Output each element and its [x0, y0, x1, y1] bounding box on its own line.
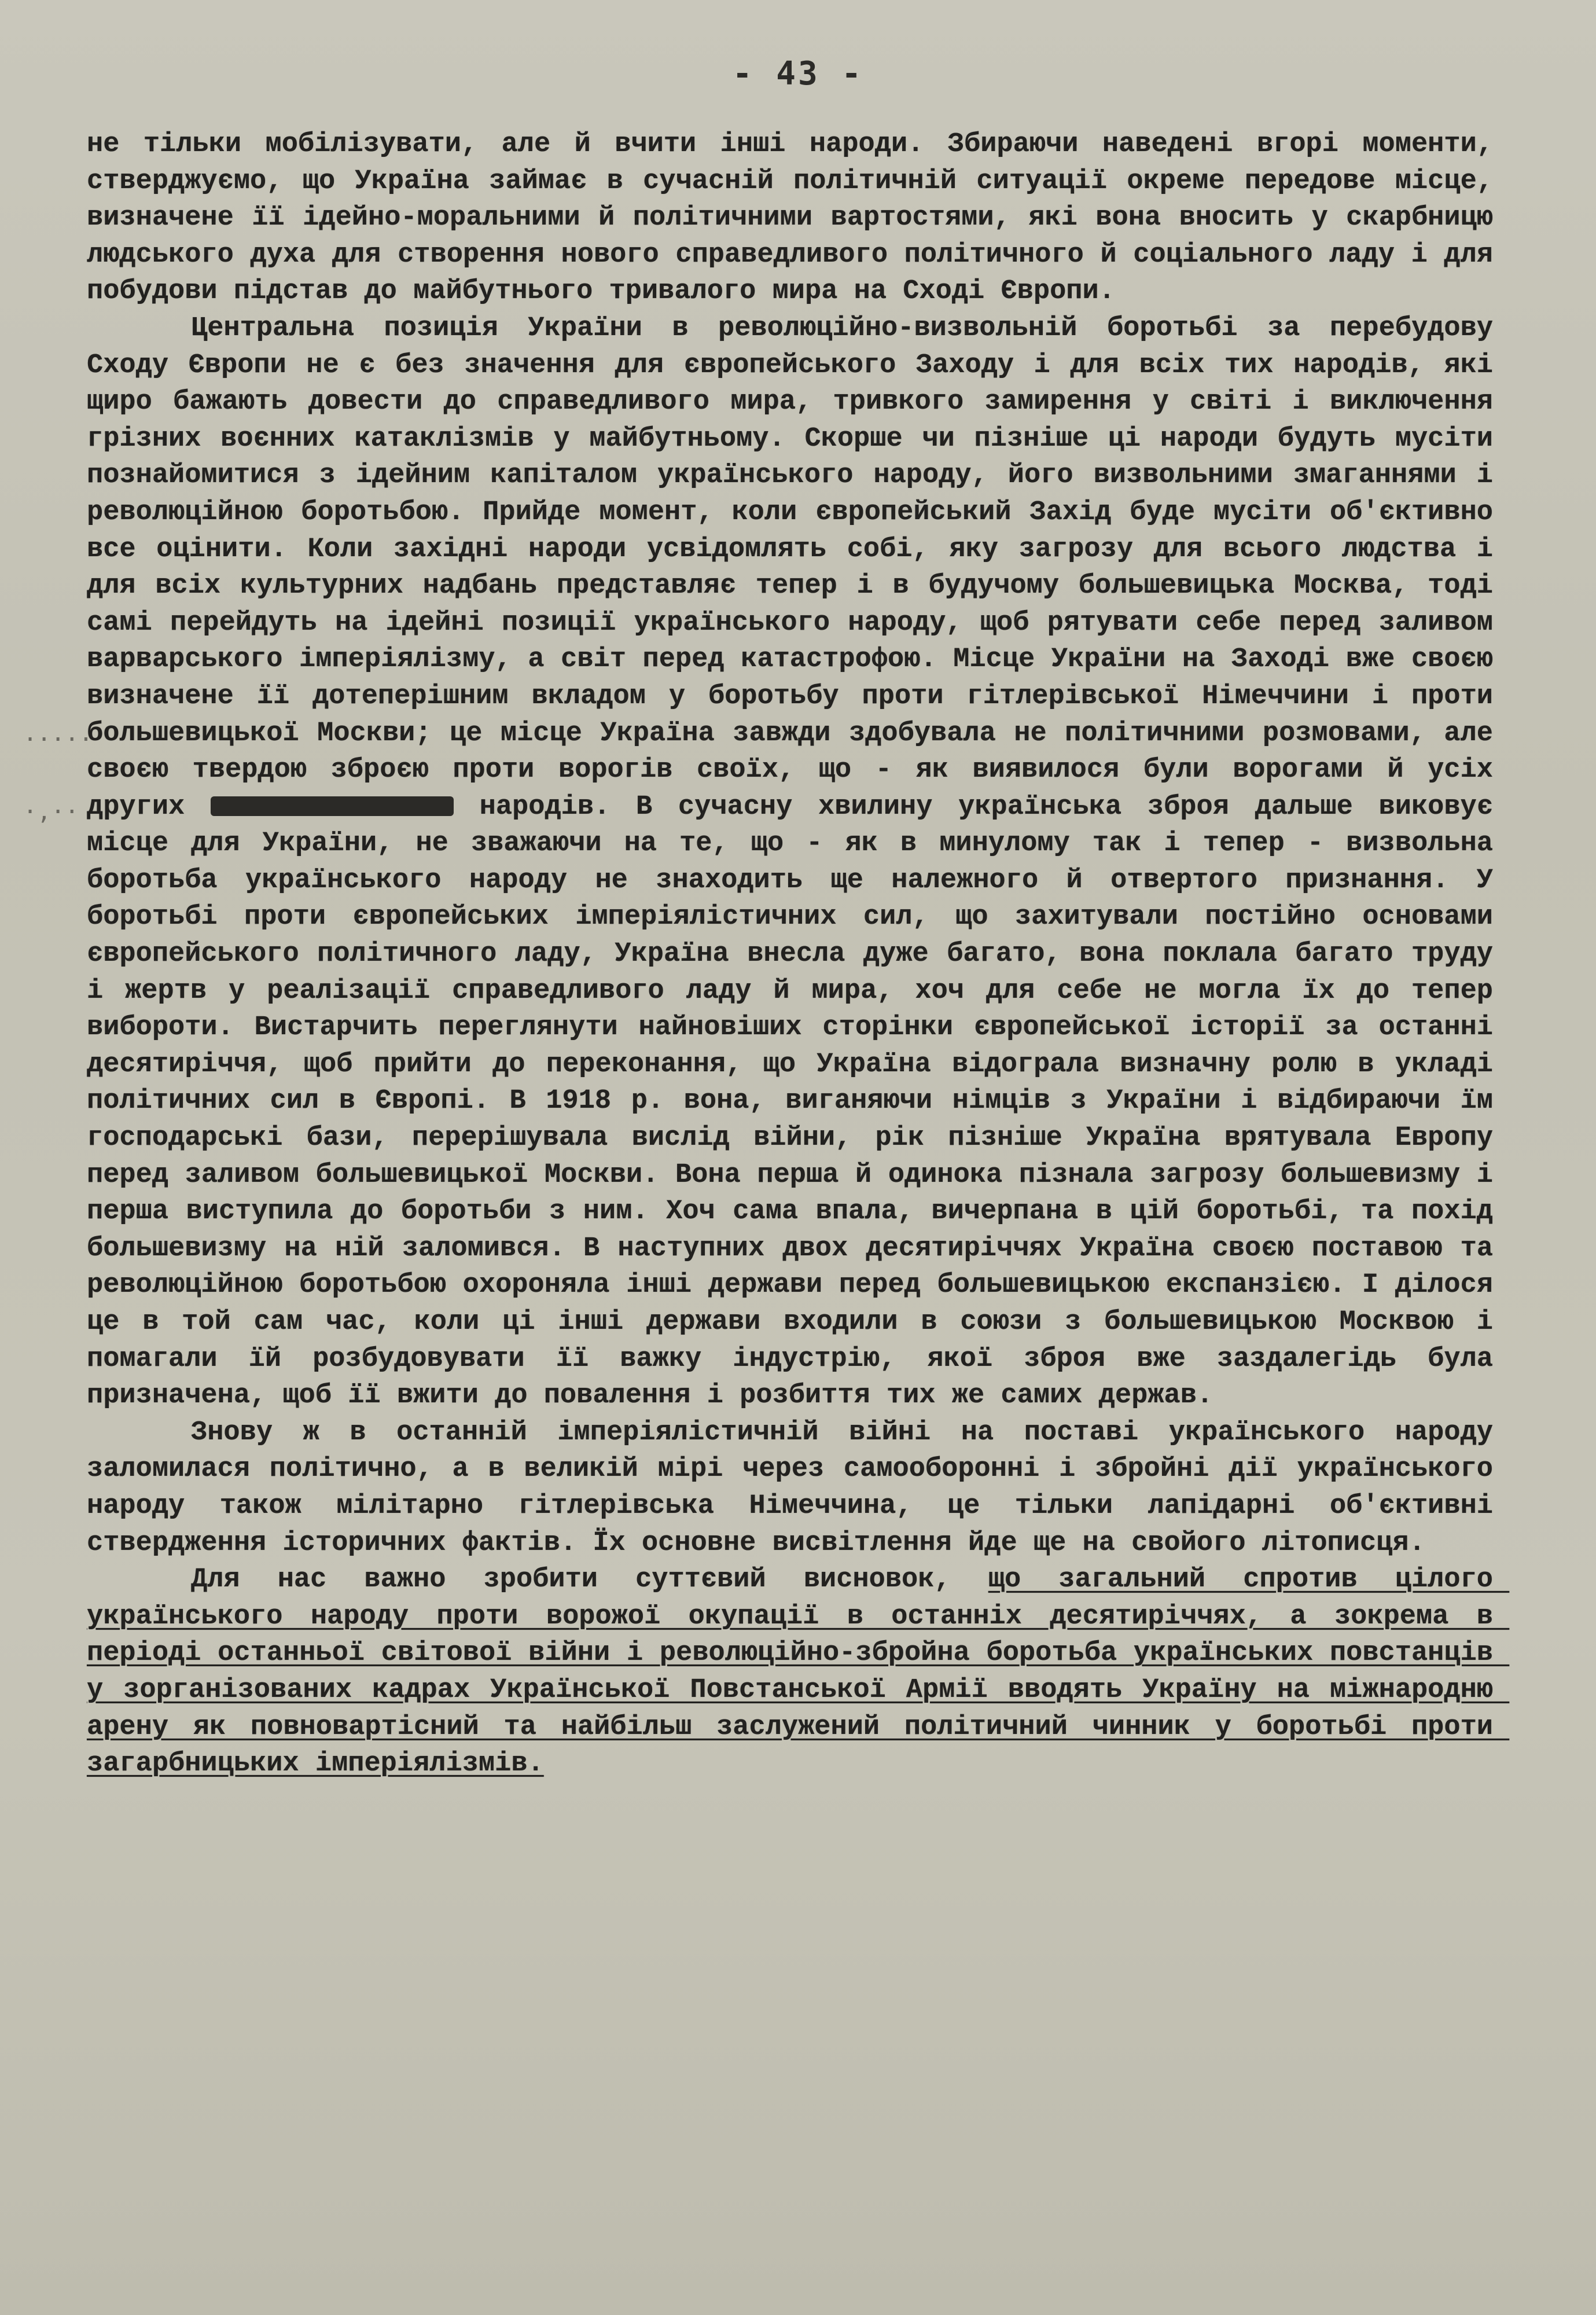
- paragraph-2-text-after: народів. В сучасну хвилину українська зброя дальше виковує місце для України, не зважаючи на те, що - як в минулому так і тепер - визвольна боротьба українського народу не знаходить ще належного й отвертого признання. У боротьбі проти європейських імперіялістичних сил, що захитували постійно основами європейського політичного ладу, Україна внесла дуже багато, вона поклала багато труду і жертв у реалізації справедливого ладу й мира, хоч для себе не могла їх до тепер вибороти. Вистарчить переглянути найновіших сторінки європейської історії за останні десятиріччя, щоб прийти до переконання, що Україна відограла визначну ролю в укладі політичних сил в Європі. В 1918 р. вона, виганяючи німців з України і відбираючи їм господарські бази, перерішувала вислід війни, рік пізніше Україна врятувала Европу перед заливом большевицької Москви. Вона перша й одинока пізнала загрозу большевизму і перша виступила до боротьби з ним. Хоч сама впала, вичерпана в цій боротьбі, та похід большевизму на ній заломився. В наступних двох десятиріччях Україна своєю поставою та революційною боротьбою охороняла інші держави перед большевицькою експанзією. І ділося це в той сам час, коли ці інші держави входили в союзи з большевицькою Москвою і помагали їй розбудовувати її важку індустрію, якої зброя вже заздалегідь була призначена, щоб її вжити до повалення і розбиття тих же самих держав.: [87, 791, 1510, 1412]
- paragraph-1-text: не тільки мобілізувати, але й вчити інші народи. Збираючи наведені вгорі моменти, стверджуємо, що Україна займає в сучасній політичній ситуації окреме передове місце, визначене її ідейно-моральними й політичними вартостями, які вона вносить у скарбницю людського духа для створення нового справедливого політичного й соціального ладу і для побудови підстав до майбутнього тривалого мира на Сході Європи.: [87, 129, 1510, 307]
- paragraph-2-text: Центральна позиція України в революційно-визвольній боротьбі за перебудову Сходу Європи не є без значення для європейського Заходу і для всіх тих народів, які щиро бажають довести до справедливого мира, тривкого замирення у світі і виключення грізних воєнних катаклізмів у майбутньому. Скорше чи пізніше ці народи будуть мусіти познайомитися з ідейним капіталом українського народу, його визвольними змаганнями і революційною боротьбою. Прийде момент, коли європейський Захід буде мусіти об'єктивно все оцінити. Коли західні народи усвідомлять собі, яку загрозу для всього людства і для всіх культурних надбань представляє тепер і в будучому большевицька Москва, тоді самі перейдуть на ідейні позиції українського народу, щоб рятувати себе перед заливом варварського імперіялізму, а світ перед катастрофою. Місце України на Заході вже своєю визначене її дотеперішним вкладом у боротьбу проти гітлерівської Німеччини і проти большевицької Москви; це місце Україна завжди здобувала не політичними розмовами, але своєю твердою зброєю проти ворогів своїх, що - як виявилося були ворогами й усіх других: [87, 313, 1510, 822]
- paragraph-4-underlined-text: що загальний спротив цілого українського народу проти ворожої окупації в останніх десятиріччях, а зокрема в періоді останньої світової війни і революційно-збройна боротьба українських повстанців у зорганізованих кадрах Української Повстанської Армії вводять Україну на міжнародню арену як повновартісний та найбільш заслужений політичний чинник у боротьбі проти загарбницьких імперіялізмів.: [87, 1564, 1510, 1780]
- paragraph-3: [87, 1414, 1510, 1561]
- paragraph-1: [87, 126, 1510, 310]
- page-number: - 43 -: [732, 55, 864, 93]
- redacted-word: [211, 796, 454, 816]
- paragraph-4-text: Для нас важно зробити суттєвий висновок,: [191, 1564, 951, 1596]
- margin-mark: ·····: [23, 726, 93, 753]
- document-body: [87, 126, 1510, 1783]
- paragraph-2: [87, 310, 1510, 1414]
- paragraph-3-text: Знову ж в останній імперіялістичній війні на поставі українського народу заломилася політично, а в великій мірі через самооборонні і збройні дії українського народу також мілітарно гітлерівська Німеччина, це тільки лапідарні об'єктивні ствердження історичних фактів. Їх основне висвітлення йде ще на свойого літописця.: [87, 1417, 1510, 1559]
- paragraph-4: [87, 1561, 1510, 1783]
- margin-mark: ·,··: [23, 799, 79, 825]
